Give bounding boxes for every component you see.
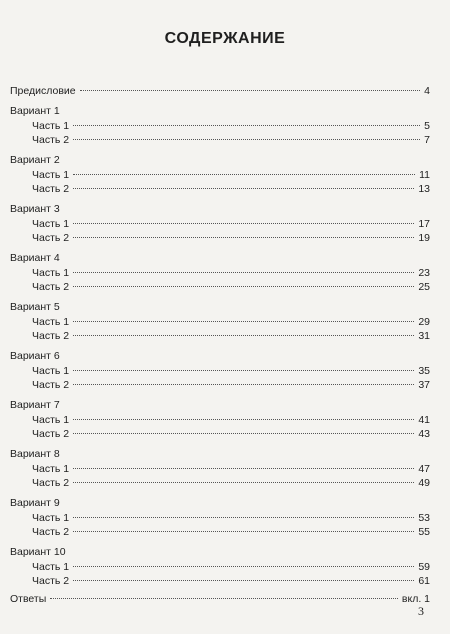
dot-leader bbox=[73, 286, 414, 287]
toc-entry-part bbox=[10, 119, 430, 134]
entry-page: 17 bbox=[418, 217, 430, 230]
entry-label: Ответы bbox=[10, 592, 47, 605]
dot-leader bbox=[73, 174, 415, 175]
entry-label: Часть 2 bbox=[32, 575, 70, 587]
entry-label: Часть 2 bbox=[32, 134, 70, 146]
variant-heading: Вариант 4 bbox=[10, 251, 60, 264]
variant-heading: Вариант 10 bbox=[10, 545, 66, 558]
entry-label: Часть 2 bbox=[32, 526, 70, 538]
entry-page: 25 bbox=[418, 281, 430, 293]
toc-entry-part bbox=[10, 574, 430, 589]
entry-label: Часть 1 bbox=[32, 217, 70, 230]
dot-leader bbox=[50, 598, 398, 599]
toc-entry-answers bbox=[10, 592, 430, 607]
variant-heading: Вариант 9 bbox=[10, 496, 60, 509]
entry-label: Предисловие bbox=[10, 85, 76, 97]
entry-label: Часть 2 bbox=[32, 232, 70, 244]
entry-label: Часть 2 bbox=[32, 477, 70, 489]
page-number: 3 bbox=[418, 604, 424, 618]
toc-entry-part bbox=[10, 168, 430, 183]
entry-page: 13 bbox=[418, 183, 430, 195]
entry-page: 49 bbox=[418, 477, 430, 489]
toc-entry-part bbox=[10, 364, 430, 379]
dot-leader bbox=[73, 517, 414, 518]
dot-leader bbox=[73, 384, 414, 385]
dot-leader bbox=[73, 566, 414, 567]
toc-entry-part bbox=[10, 217, 430, 232]
dot-leader bbox=[73, 482, 414, 483]
dot-leader bbox=[73, 370, 414, 371]
toc-entry-part bbox=[10, 560, 430, 575]
table-of-contents bbox=[10, 84, 430, 606]
toc-entry-part bbox=[10, 427, 430, 442]
entry-label: Часть 1 bbox=[32, 315, 70, 328]
toc-entry-part bbox=[10, 231, 430, 246]
entry-page: 43 bbox=[418, 428, 430, 440]
toc-entry-part bbox=[10, 133, 430, 148]
entry-label: Часть 1 bbox=[32, 462, 70, 475]
entry-label: Часть 1 bbox=[32, 168, 70, 181]
entry-page: 55 bbox=[418, 526, 430, 538]
toc-entry-part bbox=[10, 266, 430, 281]
variant-heading: Вариант 1 bbox=[10, 104, 60, 117]
dot-leader bbox=[73, 321, 414, 322]
dot-leader bbox=[73, 237, 414, 238]
variant-heading: Вариант 2 bbox=[10, 153, 60, 166]
dot-leader bbox=[73, 468, 414, 469]
entry-page: 59 bbox=[418, 560, 430, 573]
dot-leader bbox=[73, 419, 414, 420]
entry-label: Часть 1 bbox=[32, 266, 70, 279]
variant-list bbox=[10, 103, 430, 589]
dot-leader bbox=[73, 531, 414, 532]
dot-leader bbox=[73, 188, 414, 189]
entry-label: Часть 1 bbox=[32, 560, 70, 573]
variant-heading: Вариант 8 bbox=[10, 447, 60, 460]
entry-page: 7 bbox=[424, 134, 430, 146]
entry-label: Часть 1 bbox=[32, 413, 70, 426]
toc-entry-part bbox=[10, 280, 430, 295]
dot-leader bbox=[73, 272, 414, 273]
entry-page: вкл. 1 bbox=[401, 592, 430, 605]
entry-page: 31 bbox=[418, 330, 430, 342]
dot-leader bbox=[73, 580, 414, 581]
entry-page: 5 bbox=[424, 119, 430, 132]
dot-leader bbox=[73, 433, 414, 434]
entry-label: Часть 2 bbox=[32, 379, 70, 391]
dot-leader bbox=[73, 125, 420, 126]
entry-page: 53 bbox=[418, 511, 430, 524]
entry-page: 4 bbox=[424, 85, 430, 97]
toc-entry-part bbox=[10, 413, 430, 428]
dot-leader bbox=[73, 335, 414, 336]
toc-entry-part bbox=[10, 182, 430, 197]
entry-page: 35 bbox=[418, 364, 430, 377]
entry-label: Часть 2 bbox=[32, 183, 70, 195]
dot-leader bbox=[73, 139, 420, 140]
entry-page: 47 bbox=[418, 462, 430, 475]
entry-page: 61 bbox=[418, 575, 430, 587]
toc-entry-part bbox=[10, 329, 430, 344]
variant-heading: Вариант 5 bbox=[10, 300, 60, 313]
toc-entry-part bbox=[10, 476, 430, 491]
toc-entry-part bbox=[10, 525, 430, 540]
entry-page: 11 bbox=[419, 168, 430, 181]
variant-heading: Вариант 7 bbox=[10, 398, 60, 411]
dot-leader bbox=[73, 223, 414, 224]
entry-label: Часть 2 bbox=[32, 330, 70, 342]
entry-label: Часть 2 bbox=[32, 428, 70, 440]
entry-page: 19 bbox=[418, 232, 430, 244]
entry-label: Часть 1 bbox=[32, 364, 70, 377]
toc-entry-part bbox=[10, 511, 430, 526]
toc-entry-part bbox=[10, 315, 430, 330]
variant-heading: Вариант 3 bbox=[10, 202, 60, 215]
toc-entry-preface bbox=[10, 84, 430, 99]
page-title: СОДЕРЖАНИЕ bbox=[164, 30, 286, 47]
toc-entry-part bbox=[10, 378, 430, 393]
entry-label: Часть 2 bbox=[32, 281, 70, 293]
entry-page: 37 bbox=[418, 379, 430, 391]
entry-page: 29 bbox=[418, 315, 430, 328]
entry-page: 41 bbox=[418, 413, 430, 426]
entry-label: Часть 1 bbox=[32, 119, 70, 132]
toc-entry-part bbox=[10, 462, 430, 477]
entry-label: Часть 1 bbox=[32, 511, 70, 524]
entry-page: 23 bbox=[418, 266, 430, 279]
dot-leader bbox=[80, 90, 421, 91]
variant-heading: Вариант 6 bbox=[10, 349, 60, 362]
